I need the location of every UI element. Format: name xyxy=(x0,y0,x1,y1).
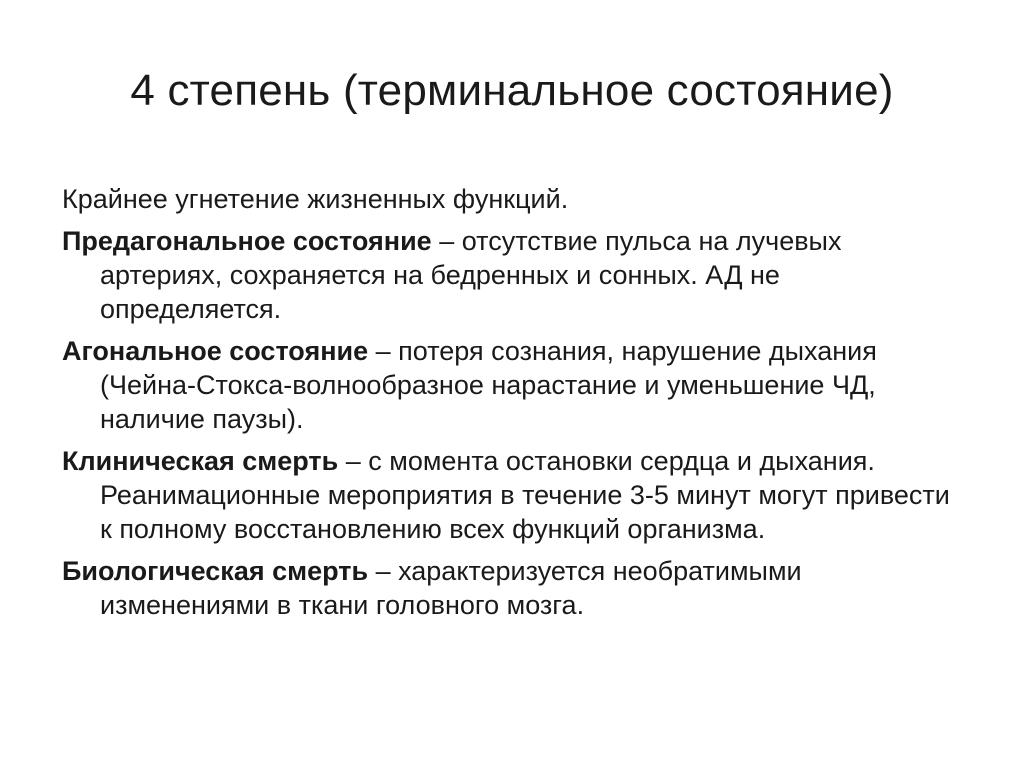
item-term: Предагональное состояние xyxy=(62,226,432,256)
item-description: – с момента остановки сердца и дыхания. Реанимационные мероприятия в течение 3-5 минут могут привести к полному восстановлению всех функций организма. xyxy=(100,446,950,544)
item-term: Агональное состояние xyxy=(62,336,369,366)
slide-title: 4 степень (терминальное состояние) xyxy=(130,66,894,115)
intro-paragraph: Крайнее угнетение жизненных функций. xyxy=(62,184,569,214)
item-description: – характеризуется необратимыми изменениями в ткани головного мозга. xyxy=(100,556,802,620)
item-biological-death xyxy=(62,554,962,622)
item-agonal xyxy=(62,334,962,436)
item-term: Биологическая смерть xyxy=(62,556,369,586)
item-preagonal xyxy=(62,224,962,326)
item-description: – потеря сознания, нарушение дыхания (Чейна-Стокса-волнообразное нарастание и уменьшение ЧД, наличие паузы). xyxy=(100,336,877,434)
slide-content xyxy=(62,182,962,630)
item-term: Клиническая смерть xyxy=(62,446,339,476)
item-clinical-death xyxy=(62,444,962,546)
item-description: – отсутствие пульса на лучевых артериях, сохраняется на бедренных и сонных. АД не определяется. xyxy=(100,226,842,324)
